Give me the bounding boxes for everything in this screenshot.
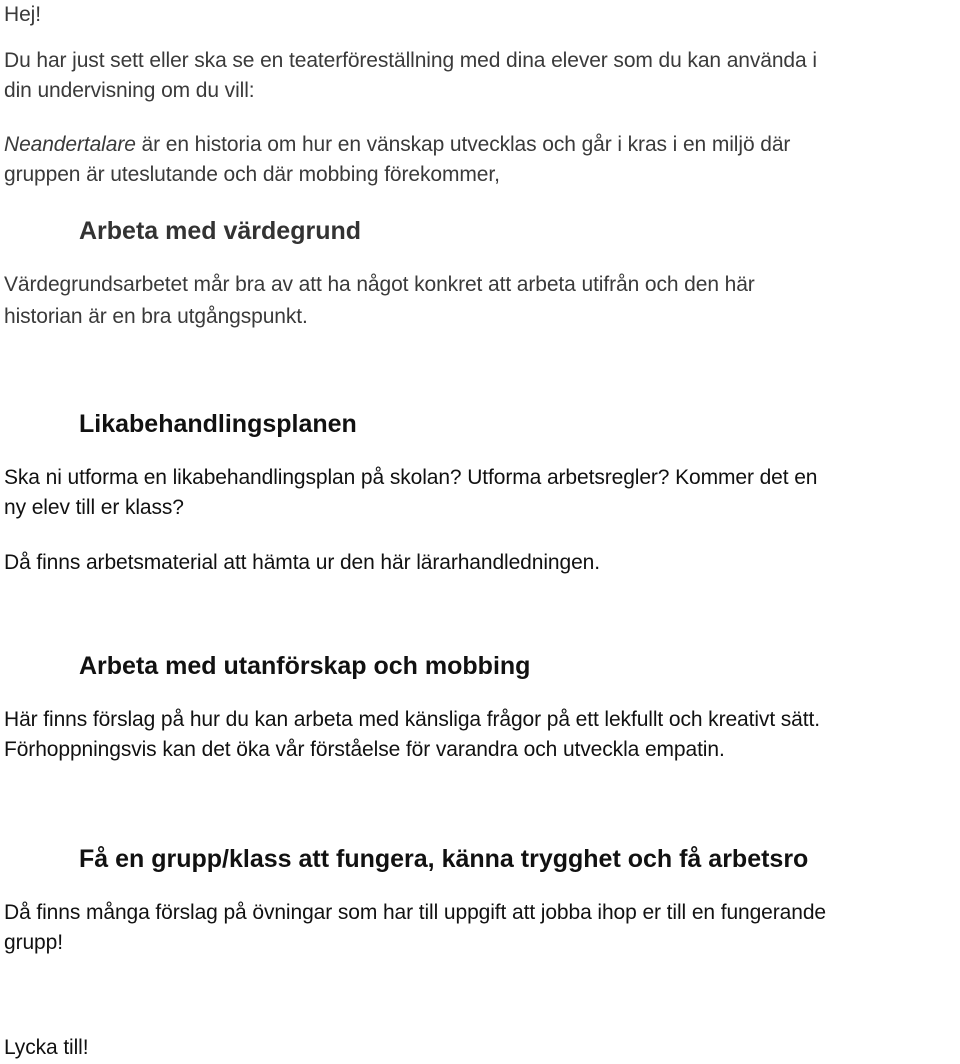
section-vardegrund-line-1: Värdegrundsarbetet mår bra av att ha något konkret att arbeta utifrån och den här: [4, 273, 755, 296]
story-line-2: gruppen är uteslutande och där mobbing förekommer,: [4, 163, 500, 186]
section-heading-grupp: Få en grupp/klass att fungera, känna trygghet och få arbetsro: [79, 845, 809, 873]
intro-line-1: Du har just sett eller ska se en teaterföreställning med dina elever som du kan använda i: [4, 49, 817, 72]
section-heading-utanforskap: Arbeta med utanförskap och mobbing: [79, 652, 531, 680]
section-vardegrund-line-2: historian är en bra utgångspunkt.: [4, 305, 308, 328]
story-title: Neandertalare: [4, 133, 136, 156]
story-line-1: [4, 130, 790, 160]
section-likabehandling-line-2: ny elev till er klass?: [4, 496, 184, 519]
section-likabehandling-line-1: Ska ni utforma en likabehandlingsplan på skolan? Utforma arbetsregler? Kommer det en: [4, 466, 818, 489]
section-grupp-line-1: Då finns många förslag på övningar som har till uppgift att jobba ihop er till en fungerande: [4, 901, 826, 924]
section-likabehandling-extra: Då finns arbetsmaterial att hämta ur den här lärarhandledningen.: [4, 551, 600, 574]
story-line-1-rest: är en historia om hur en vänskap utvecklas och går i kras i en miljö där: [135, 133, 791, 156]
closing: Lycka till!: [4, 1036, 89, 1059]
greeting: Hej!: [4, 3, 41, 26]
section-heading-vardegrund: Arbeta med värdegrund: [79, 217, 362, 245]
section-utanforskap-line-2: Förhoppningsvis kan det öka vår förståelse för varandra och utveckla empatin.: [4, 738, 725, 761]
section-heading-likabehandling: Likabehandlingsplanen: [79, 410, 357, 438]
section-utanforskap-line-1: Här finns förslag på hur du kan arbeta med känsliga frågor på ett lekfullt och kreativt sätt.: [4, 708, 820, 731]
intro-line-2: din undervisning om du vill:: [4, 79, 255, 102]
section-grupp-line-2: grupp!: [4, 931, 63, 954]
